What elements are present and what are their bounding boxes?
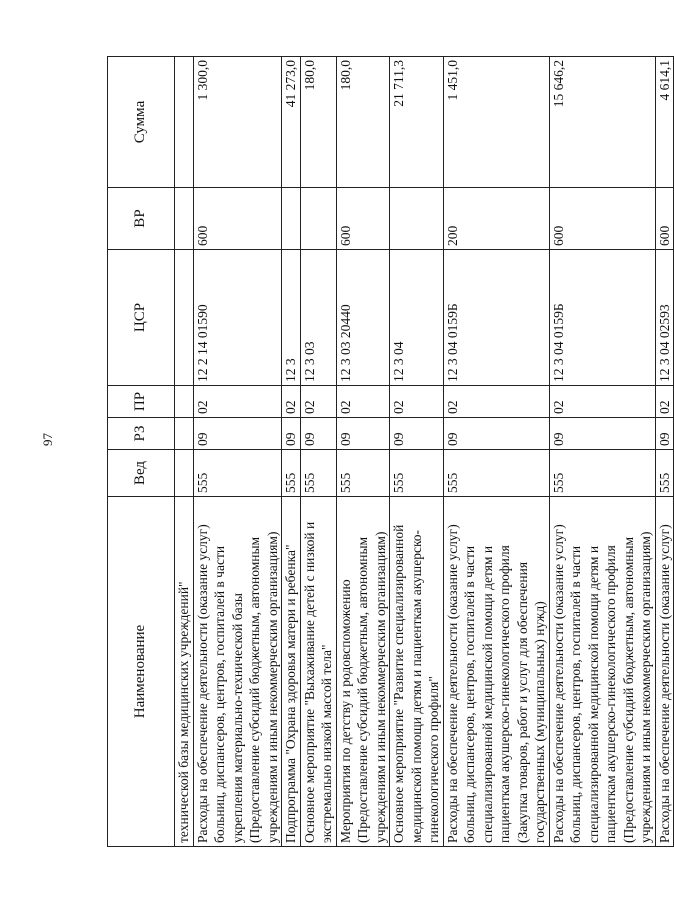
cell-ved: 555 (390, 450, 444, 497)
cell-csr: 12 3 03 20440 (336, 250, 390, 386)
table-row (655, 57, 674, 847)
cell-vr (282, 188, 301, 250)
cell-vr: 600 (655, 188, 674, 250)
cell-pr: 02 (193, 386, 282, 418)
cell-rz: 09 (655, 418, 674, 450)
cell-sum: 21 711,3 (390, 57, 444, 188)
table-row (300, 57, 336, 847)
cell-pr: 02 (336, 386, 390, 418)
cell-pr: 02 (655, 386, 674, 418)
rotated-budget-table-wrapper (107, 57, 672, 847)
cell-pr: 02 (443, 386, 549, 418)
header-row (108, 57, 175, 847)
cell-rz: 09 (549, 418, 655, 450)
cell-sum: 41 273,0 (282, 57, 301, 188)
cell-name: Расходы на обеспечение деятельности (оказание услуг) больниц, диспансеров, центров, госпиталей в части специализированной медицинской помощи детям и пациенткам акушерско-гинекологического профиля (Предоставление субсидий бюджетным, автономным учреждениям и иным некоммерческим организациям) (549, 497, 655, 847)
cell-pr: 02 (282, 386, 301, 418)
cell-vr: 600 (336, 188, 390, 250)
header-vr: ВР (108, 188, 175, 250)
cell-rz: 09 (193, 418, 282, 450)
cell-vr: 600 (193, 188, 282, 250)
cell-vr: 200 (443, 188, 549, 250)
cell-sum: 1 451,0 (443, 57, 549, 188)
cell-name: Расходы на обеспечение деятельности (оказание услуг) больниц, диспансеров, центров, госпиталей в части специализированной медицинской помощи детям и пациенткам акушерско-гинекологического профиля (Закупка товаров, работ и услуг для обеспечения государственных (муниципальных) нужд) (443, 497, 549, 847)
cell-csr: 12 3 04 (390, 250, 444, 386)
table-row (390, 57, 444, 847)
cell-csr (175, 250, 194, 386)
cell-sum (175, 57, 194, 188)
header-ved: Вед (108, 450, 175, 497)
header-sum: Сумма (108, 57, 175, 188)
cell-pr: 02 (549, 386, 655, 418)
cell-sum: 180,0 (300, 57, 336, 188)
cell-ved: 555 (193, 450, 282, 497)
cell-csr: 12 3 (282, 250, 301, 386)
table-row (193, 57, 282, 847)
cell-ved (175, 450, 194, 497)
cell-ved: 555 (443, 450, 549, 497)
header-csr: ЦСР (108, 250, 175, 386)
table-row (443, 57, 549, 847)
cell-sum: 180,0 (336, 57, 390, 188)
cell-sum: 4 614,1 (655, 57, 674, 188)
cell-ved: 555 (300, 450, 336, 497)
cell-name: Подпрограмма "Охрана здоровья матери и ребенка" (282, 497, 301, 847)
cell-vr: 600 (549, 188, 655, 250)
table-body (175, 57, 674, 847)
cell-name: технической базы медицинских учреждений" (175, 497, 194, 847)
cell-rz: 09 (390, 418, 444, 450)
table-row (549, 57, 655, 847)
cell-name: Расходы на обеспечение деятельности (оказание услуг) (655, 497, 674, 847)
budget-table (107, 56, 674, 847)
cell-ved: 555 (655, 450, 674, 497)
table-row (282, 57, 301, 847)
cell-csr: 12 3 04 02593 (655, 250, 674, 386)
cell-rz (175, 418, 194, 450)
page-number: 97 (40, 433, 55, 446)
cell-csr: 12 2 14 01590 (193, 250, 282, 386)
cell-rz: 09 (336, 418, 390, 450)
cell-sum: 1 300,0 (193, 57, 282, 188)
cell-ved: 555 (282, 450, 301, 497)
table-row (175, 57, 194, 847)
cell-sum: 15 646,2 (549, 57, 655, 188)
table-header (108, 57, 175, 847)
header-name: Наименование (108, 497, 175, 847)
header-pr: ПР (108, 386, 175, 418)
cell-pr (175, 386, 194, 418)
header-rz: РЗ (108, 418, 175, 450)
cell-csr: 12 3 04 0159Б (443, 250, 549, 386)
cell-csr: 12 3 03 (300, 250, 336, 386)
cell-name: Мероприятия по детству и родовспоможению (Предоставление субсидий бюджетным, автономным учреждениям и иным некоммерческим организациям) (336, 497, 390, 847)
cell-name: Основное мероприятие "Развитие специализированной медицинской помощи детям и пациенткам акушерско-гинекологического профиля" (390, 497, 444, 847)
cell-name: Основное мероприятие "Выхаживание детей с низкой и экстремально низкой массой тела" (300, 497, 336, 847)
cell-name: Расходы на обеспечение деятельности (оказание услуг) больниц, диспансеров, центров, госпиталей в части укрепления материально-технической базы (Предоставление субсидий бюджетным, автономным учреждениям и иным некоммерческим организациям) (193, 497, 282, 847)
cell-vr (175, 188, 194, 250)
cell-vr (390, 188, 444, 250)
table-row (336, 57, 390, 847)
cell-ved: 555 (336, 450, 390, 497)
cell-rz: 09 (300, 418, 336, 450)
cell-rz: 09 (282, 418, 301, 450)
cell-csr: 12 3 04 0159Б (549, 250, 655, 386)
cell-ved: 555 (549, 450, 655, 497)
cell-vr (300, 188, 336, 250)
cell-pr: 02 (390, 386, 444, 418)
cell-rz: 09 (443, 418, 549, 450)
cell-pr: 02 (300, 386, 336, 418)
